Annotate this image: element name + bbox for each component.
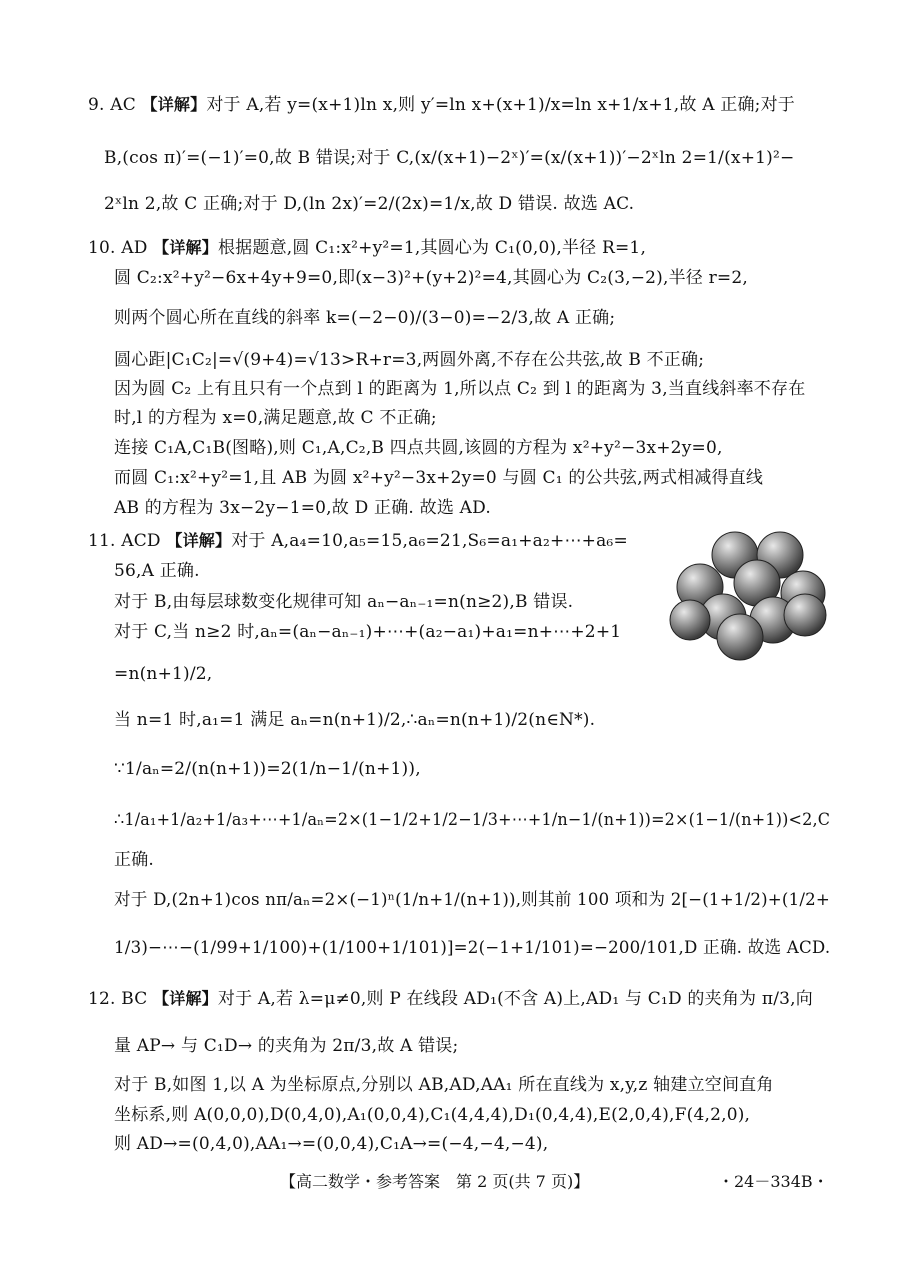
problem-10-line-2: 圆 C₂:x²+y²−6x+4y+9=0,即(x−3)²+(y+2)²=4,其圆心为 C₂(3,−2),半径 r=2, <box>114 268 749 288</box>
problem-11-line-6: 当 n=1 时,a₁=1 满足 aₙ=n(n+1)/2,∴aₙ=n(n+1)/2(n∈N*). <box>114 710 596 730</box>
problem-10-number: 10. AD <box>88 238 148 258</box>
problem-10-line-5: 因为圆 C₂ 上有且只有一个点到 l 的距离为 1,所以点 C₂ 到 l 的距离为 3,当直线斜率不存在 <box>114 379 806 399</box>
problem-10-line-6: 时,l 的方程为 x=0,满足题意,故 C 不正确; <box>114 408 437 428</box>
detail-tag: 【详解】 <box>153 989 218 1008</box>
footer-title: 【高二数学・参考答案 第 2 页(共 7 页)】 <box>280 1172 590 1191</box>
problem-9-text: 对于 A,若 y=(x+1)ln x,则 y′=ln x+(x+1)/x=ln x+1/x+1,故 A 正确;对于 <box>206 95 796 115</box>
problem-10-line-8: 而圆 C₁:x²+y²=1,且 AB 为圆 x²+y²−3x+2y=0 与圆 C₁ 的公共弦,两式相减得直线 <box>114 468 764 488</box>
problem-10-line-4: 圆心距|C₁C₂|=√(9+4)=√13>R+r=3,两圆外离,不存在公共弦,故 B 不正确; <box>114 350 705 370</box>
problem-12-text: 对于 A,若 λ=μ≠0,则 P 在线段 AD₁(不含 A)上,AD₁ 与 C₁D 的夹角为 π/3,向 <box>217 989 813 1009</box>
detail-tag: 【详解】 <box>166 531 232 550</box>
problem-11-line-2: 56,A 正确. <box>114 561 200 581</box>
detail-tag: 【详解】 <box>153 238 218 257</box>
problem-10-text: 根据题意,圆 C₁:x²+y²=1,其圆心为 C₁(0,0),半径 R=1, <box>217 238 647 258</box>
problem-11-line-1 <box>88 529 628 553</box>
problem-12-line-2: 量 AP→ 与 C₁D→ 的夹角为 2π/3,故 A 错误; <box>114 1036 459 1056</box>
problem-12-line-1 <box>88 987 813 1011</box>
problem-9-line-3: 2ˣln 2,故 C 正确;对于 D,(ln 2x)′=2/(2x)=1/x,故 D 错误. 故选 AC. <box>104 194 635 214</box>
problem-11-line-3: 对于 B,由每层球数变化规律可知 aₙ−aₙ₋₁=n(n≥2),B 错误. <box>114 592 574 612</box>
problem-11-text: 对于 A,a₄=10,a₅=15,a₆=21,S₆=a₁+a₂+⋯+a₆= <box>231 531 628 551</box>
problem-9-number: 9. AC <box>88 95 136 115</box>
problem-11-line-5: =n(n+1)/2, <box>114 664 213 684</box>
problem-10-line-7: 连接 C₁A,C₁B(图略),则 C₁,A,C₂,B 四点共圆,该圆的方程为 x²+y²−3x+2y=0, <box>114 438 723 458</box>
problem-9-line-2: B,(cos π)′=(−1)′=0,故 B 错误;对于 C,(x/(x+1)−2ˣ)′=(x/(x+1))′−2ˣln 2=1/(x+1)²− <box>104 148 795 168</box>
problem-12-line-5: 则 AD→=(0,4,0),AA₁→=(0,0,4),C₁A→=(−4,−4,−4), <box>114 1134 549 1154</box>
problem-11-line-10: 对于 D,(2n+1)cos nπ/aₙ=2×(−1)ⁿ(1/n+1/(n+1)),则其前 100 项和为 2[−(1+1/2)+(1/2+ <box>114 890 831 910</box>
sphere <box>717 614 763 660</box>
detail-tag: 【详解】 <box>141 95 207 114</box>
problem-10-line-3: 则两个圆心所在直线的斜率 k=(−2−0)/(3−0)=−2/3,故 A 正确; <box>114 308 616 328</box>
problem-10-line-9: AB 的方程为 3x−2y−1=0,故 D 正确. 故选 AD. <box>114 498 491 518</box>
problem-11-line-9: 正确. <box>114 850 155 870</box>
footer-code: ・24－334B・ <box>718 1172 829 1191</box>
problem-11-line-11: 1/3)−⋯−(1/99+1/100)+(1/100+1/101)]=2(−1+1/101)=−200/101,D 正确. 故选 ACD. <box>114 938 831 958</box>
problem-11-number: 11. ACD <box>88 531 161 551</box>
sphere <box>784 594 826 636</box>
sphere <box>670 600 710 640</box>
problem-11-line-4: 对于 C,当 n≥2 时,aₙ=(aₙ−aₙ₋₁)+⋯+(a₂−a₁)+a₁=n+⋯+2+1 <box>114 622 622 642</box>
problem-11-line-7: ∵1/aₙ=2/(n(n+1))=2(1/n−1/(n+1)), <box>114 759 421 779</box>
problem-9-line-1 <box>88 93 795 117</box>
problem-12-number: 12. BC <box>88 989 148 1009</box>
problem-10-line-1 <box>88 236 646 260</box>
problem-12-line-4: 坐标系,则 A(0,0,0),D(0,4,0),A₁(0,0,4),C₁(4,4,4),D₁(0,4,4),E(2,0,4),F(4,2,0), <box>114 1105 751 1125</box>
problem-11-line-8: ∴1/a₁+1/a₂+1/a₃+⋯+1/aₙ=2×(1−1/2+1/2−1/3+⋯+1/n−1/(n+1))=2×(1−1/(n+1))<2,C <box>114 810 831 830</box>
stacked-spheres-illustration <box>665 525 830 665</box>
problem-12-line-3: 对于 B,如图 1,以 A 为坐标原点,分别以 AB,AD,AA₁ 所在直线为 x,y,z 轴建立空间直角 <box>114 1075 774 1095</box>
